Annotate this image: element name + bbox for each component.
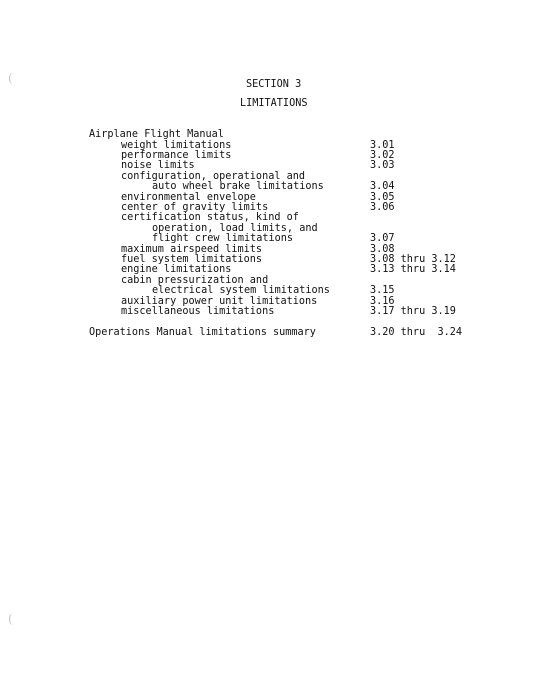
toc-entry-page: 3.15 [370,285,395,296]
section-title: SECTION 3 [246,79,302,90]
toc-summary-label: Operations Manual limitations summary [89,327,316,338]
toc-entry-page: 3.17 thru 3.19 [370,306,456,317]
toc-entry-page: 3.03 [370,160,395,171]
toc-entry-page: 3.08 thru 3.12 [370,254,456,265]
toc-entry-label: engine limitations [121,264,232,275]
toc-entry-label: performance limits [121,150,232,161]
toc-entry-page: 3.16 [370,296,395,307]
toc-entry-page: 3.04 [370,181,395,192]
toc-entry-page: 3.07 [370,233,395,244]
toc-entry-label: operation, load limits, and [152,223,318,234]
toc-entry-label: maximum airspeed limits [121,244,263,255]
toc-entry-label: auxiliary power unit limitations [121,296,318,307]
toc-entry-label: certification status, kind of [121,212,299,223]
toc-entry-page: 3.05 [370,192,395,203]
toc-entry-page: 3.08 [370,244,395,255]
toc-entry-label: cabin pressurization and [121,275,269,286]
toc-group-title: Airplane Flight Manual [89,129,224,140]
toc-entry-page: 3.01 [370,140,395,151]
toc-entry-label: miscellaneous limitations [121,306,275,317]
toc-entry-page: 3.06 [370,202,395,213]
toc-entry-label: configuration, operational and [121,171,306,182]
toc-summary-page: 3.20 thru 3.24 [370,327,463,338]
toc-entry-label: center of gravity limits [121,202,269,213]
toc-entry-label: flight crew limitations [152,233,294,244]
toc-entry-page: 3.02 [370,150,395,161]
toc-entry-page: 3.13 thru 3.14 [370,264,456,275]
toc-entry-label: environmental envelope [121,192,256,203]
scan-margin-mark: ( [8,71,13,85]
toc-entry-label: fuel system limitations [121,254,263,265]
toc-entry-label: noise limits [121,160,195,171]
toc-entry-label: auto wheel brake limitations [152,181,324,192]
toc-entry-label: weight limitations [121,140,232,151]
toc-entry-label: electrical system limitations [152,285,330,296]
scan-margin-mark: ( [8,612,13,626]
section-subtitle: LIMITATIONS [240,98,308,109]
